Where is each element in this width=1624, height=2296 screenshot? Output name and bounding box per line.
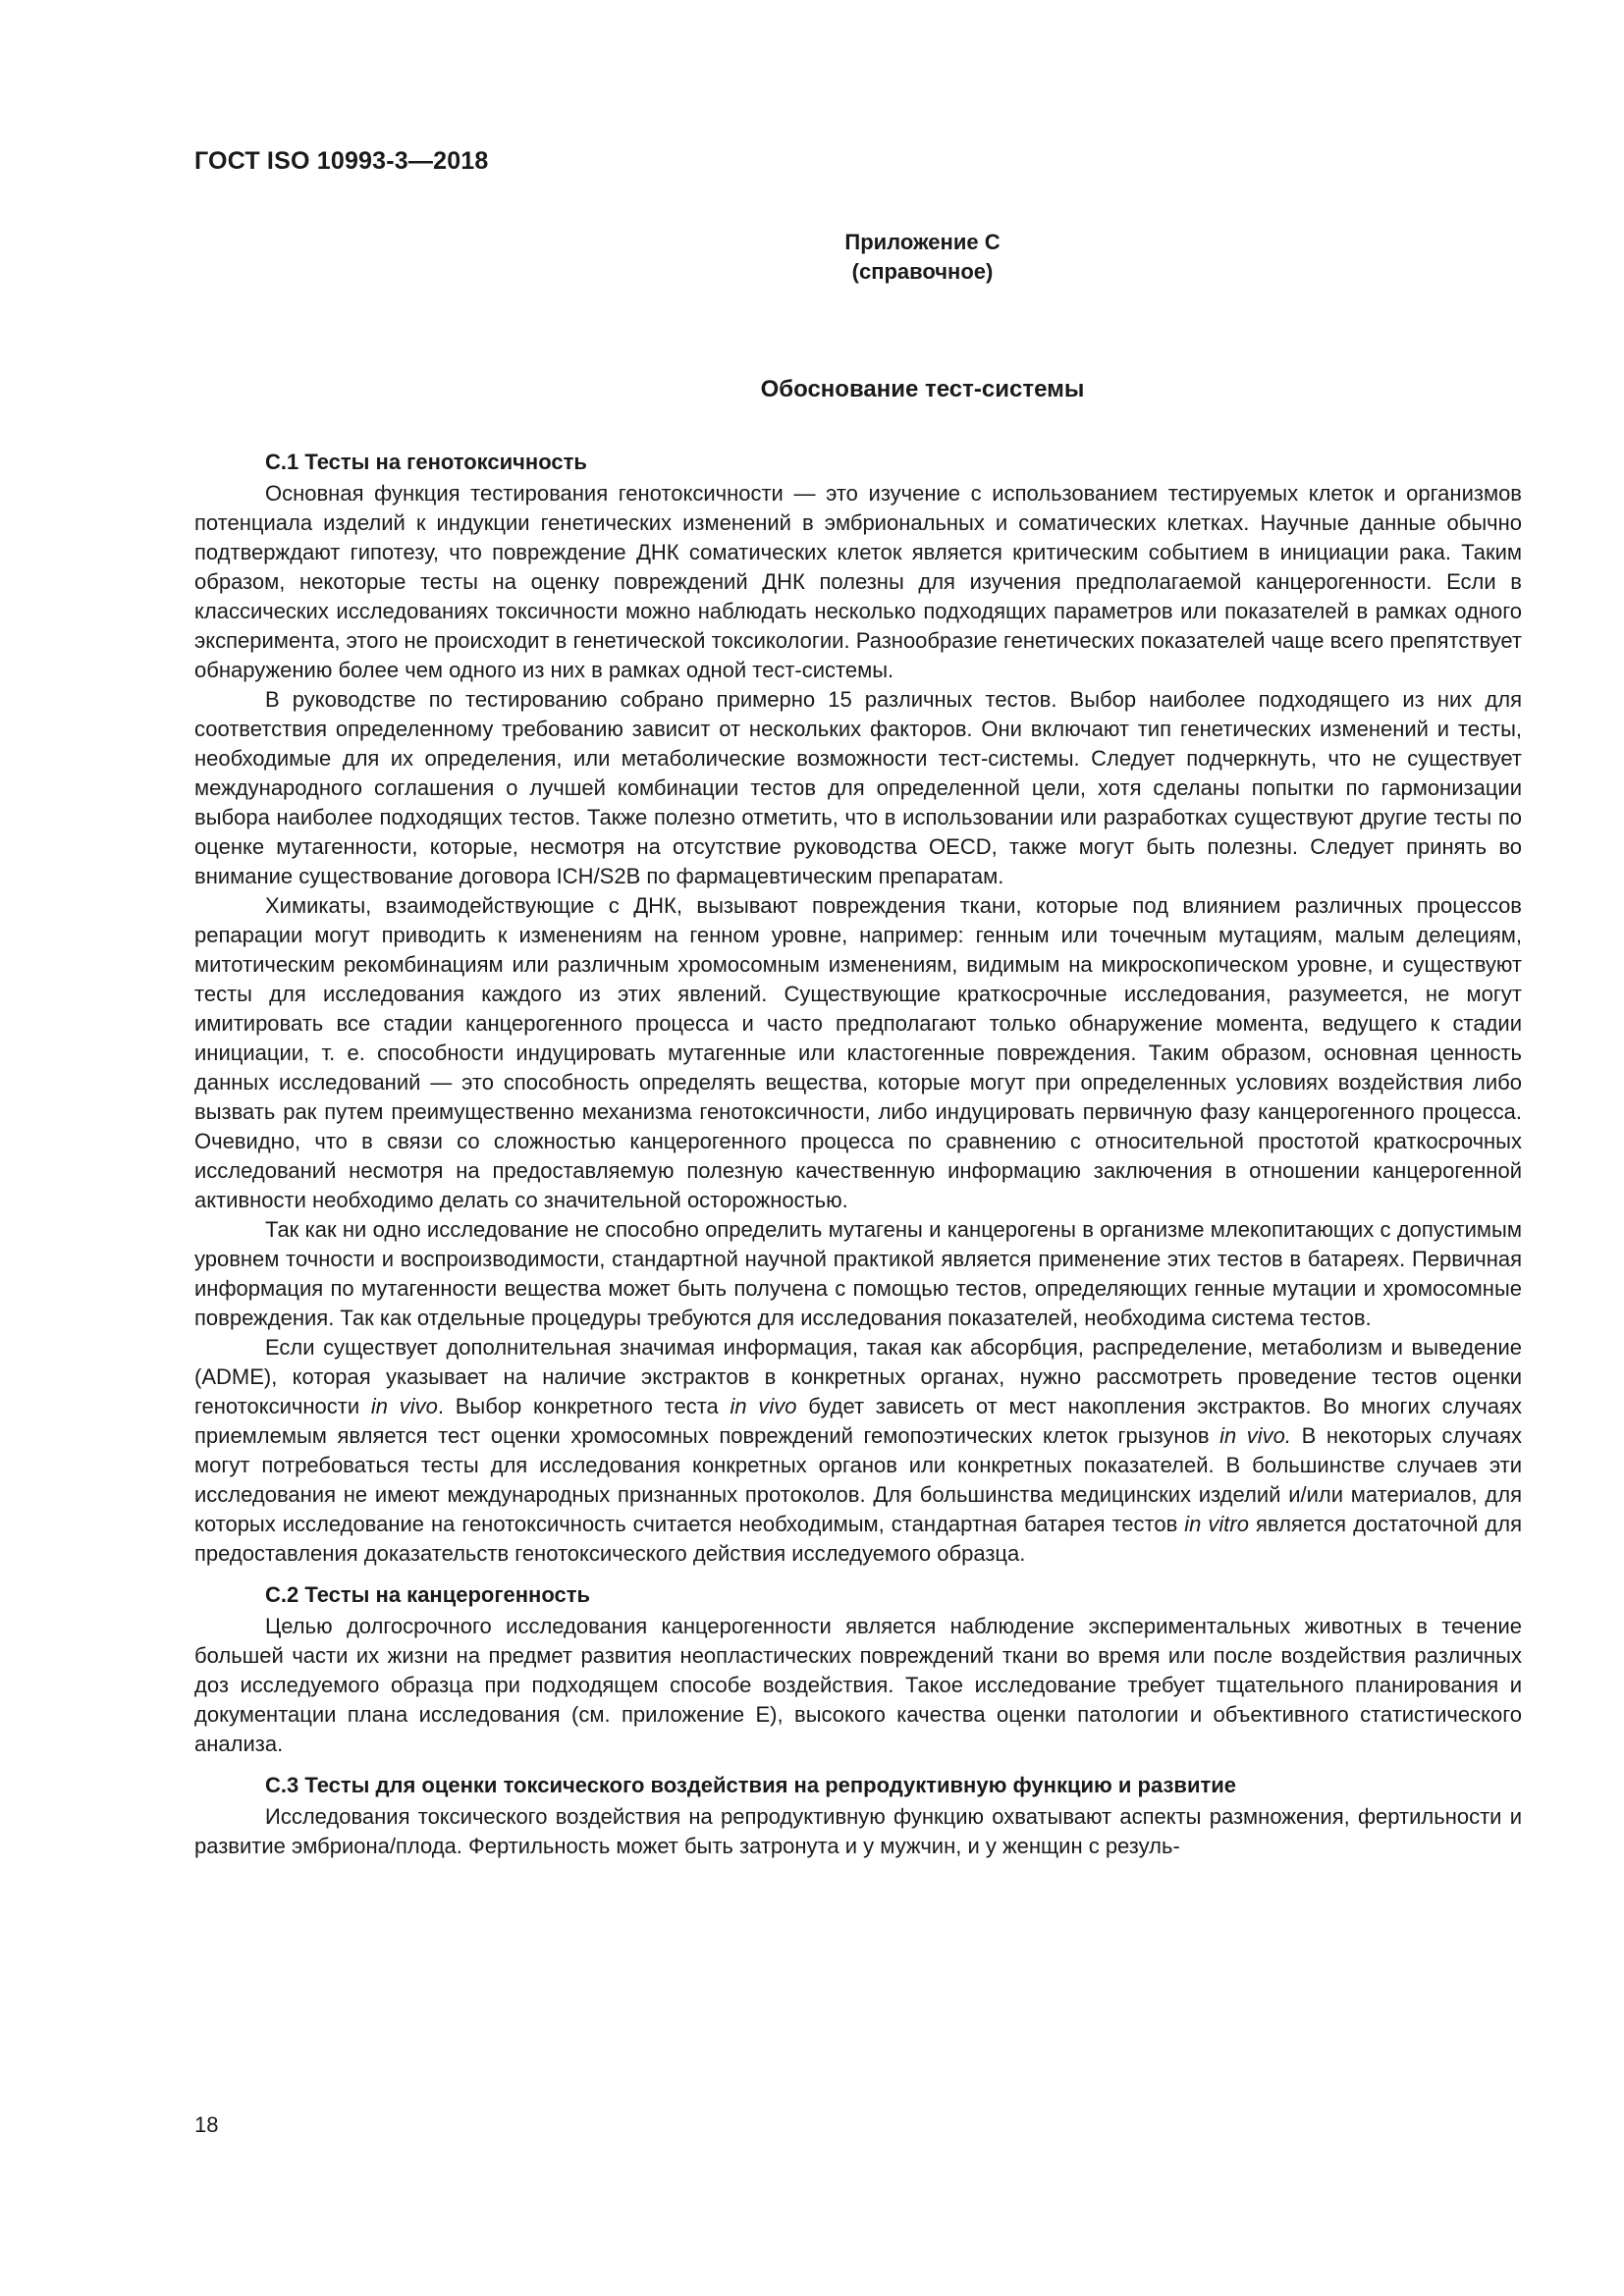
section-title-c3: С.3 Тесты для оценки токсического воздействия на репродуктивную функцию и развитие [265, 1773, 1237, 1797]
paragraph [194, 1333, 1522, 1569]
paragraph-text: . Выбор конкретного теста [437, 1394, 731, 1418]
paragraph: Основная функция тестирования генотоксичности — это изучение с использованием тестируемых клеток и организмов потенциала изделий к индукции генетических изменений в эмбриональных и соматических клетках. Научные данные обычно подтверждают гипотезу, что повреждение ДНК соматических клеток является критическим событием в инициации рака. Таким образом, некоторые тесты на оценку повреждений ДНК полезны для изучения предполагаемой канцерогенности. Если в классических исследованиях токсичности можно наблюдать несколько подходящих параметров или показателей в рамках одного эксперимента, этого не происходит в генетической токсикологии. Разнообразие генетических показателей чаще всего препятствует обнаружению более чем одного из них в рамках одной тест-системы. [194, 481, 1522, 682]
paragraph-text: является достаточной для предоставления доказательств генотоксического действия исследуемого образца. [194, 1512, 1523, 1566]
section-title-c2: С.2 Тесты на канцерогенность [265, 1582, 591, 1607]
paragraph-text: будет зависеть от мест накопления экстрактов. Во многих случаях приемлемым является тест оценки хромосомных повреждений гемопоэтических клеток грызунов [194, 1394, 1523, 1448]
paragraph: Химикаты, взаимодействующие с ДНК, вызывают повреждения ткани, которые под влиянием различных процессов репарации могут приводить к изменениям на генном уровне, например: генным или точечным мутациям, малым делециям, митотическим рекомбинациям или различным хромосомным изменениям, видимым на микроскопическом уровне, и существуют тесты для исследования каждого из этих явлений. Существующие краткосрочные исследования, разумеется, не могут имитировать все стадии канцерогенного процесса и часто предполагают только обнаружение момента, ведущего к стадии инициации, т. е. способности индуцировать мутагенные или кластогенные повреждения. Таким образом, основная ценность данных исследований — это способность определять вещества, которые могут при определенных условиях воздействия либо вызвать рак путем преимущественно механизма генотоксичности, либо индуцировать первичную фазу канцерогенного процесса. Очевидно, что в связи со сложностью канцерогенного процесса по сравнению с относительной простотой краткосрочных исследований несмотря на предоставляемую полезную качественную информацию заключения в отношении канцерогенной активности необходимо делать со значительной осторожностью. [194, 893, 1522, 1212]
page-number: 18 [194, 2112, 219, 2137]
standard-code: ГОСТ ISO 10993-3—2018 [194, 147, 489, 175]
italic-term: in vitro [1184, 1512, 1249, 1536]
paragraph: В руководстве по тестированию собрано примерно 15 различных тестов. Выбор наиболее подходящего из них для соответствия определенному требованию зависит от нескольких факторов. Они включают тип генетических изменений и тесты, необходимые для их определения, или метаболические возможности тест-системы. Следует подчеркнуть, что не существует международного соглашения о лучшей комбинации тестов для определенной цели, хотя сделаны попытки по гармонизации выбора наиболее подходящих тестов. Также полезно отметить, что в использовании или разработках существуют другие тесты по оценке мутагенности, которые, несмотря на отсутствие руководства OECD, также могут быть полезны. Следует принять во внимание существование договора ICH/S2B по фармацевтическим препаратам. [194, 687, 1522, 888]
paragraph: Исследования токсического воздействия на репродуктивную функцию охватывают аспекты размножения, фертильности и развитие эмбриона/плода. Фертильность может быть затронута и у мужчин, и у женщин с резуль- [194, 1804, 1522, 1858]
annex-status: (справочное) [851, 259, 994, 284]
annex-title: Приложение С [844, 230, 1001, 254]
paragraph-text: В некоторых случаях могут потребоваться тесты для исследования конкретных органов или конкретных показателей. В большинстве случаев эти исследования не имеют международных признанных протоколов. Для большинства медицинских изделий и/или материалов, для которых исследование на генотоксичность считается необходимым, стандартная батарея тестов [194, 1423, 1522, 1536]
italic-term: in vivo. [1219, 1423, 1292, 1448]
italic-term: in vivo [730, 1394, 797, 1418]
section-title-c1: С.1 Тесты на генотоксичность [265, 450, 587, 474]
paragraph: Целью долгосрочного исследования канцерогенности является наблюдение экспериментальных животных в течение большей части их жизни на предмет развития неопластических повреждений ткани во время или после воздействия различных доз исследуемого образца при подходящем способе воздействия. Такое исследование требует тщательного планирования и документации плана исследования (см. приложение Е), высокого качества оценки патологии и объективного статистического анализа. [194, 1614, 1522, 1756]
paragraph-text: Если существует дополнительная значимая информация, такая как абсорбция, распределение, метаболизм и выведение (ADME), которая указывает на наличие экстрактов в конкретных органах, нужно рассмотреть проведение тестов оценки генотоксичности [194, 1335, 1522, 1418]
annex-heading: Обоснование тест-системы [760, 376, 1085, 402]
italic-term: in vivo [370, 1394, 438, 1418]
paragraph: Так как ни одно исследование не способно определить мутагены и канцерогены в организме млекопитающих с допустимым уровнем точности и воспроизводимости, стандартной научной практикой является применение этих тестов в батареях. Первичная информация по мутагенности вещества может быть получена с помощью тестов, определяющих генные мутации и хромосомные повреждения. Так как отдельные процедуры требуются для исследования показателей, необходима система тестов. [194, 1217, 1522, 1330]
document-body [194, 448, 1522, 1861]
